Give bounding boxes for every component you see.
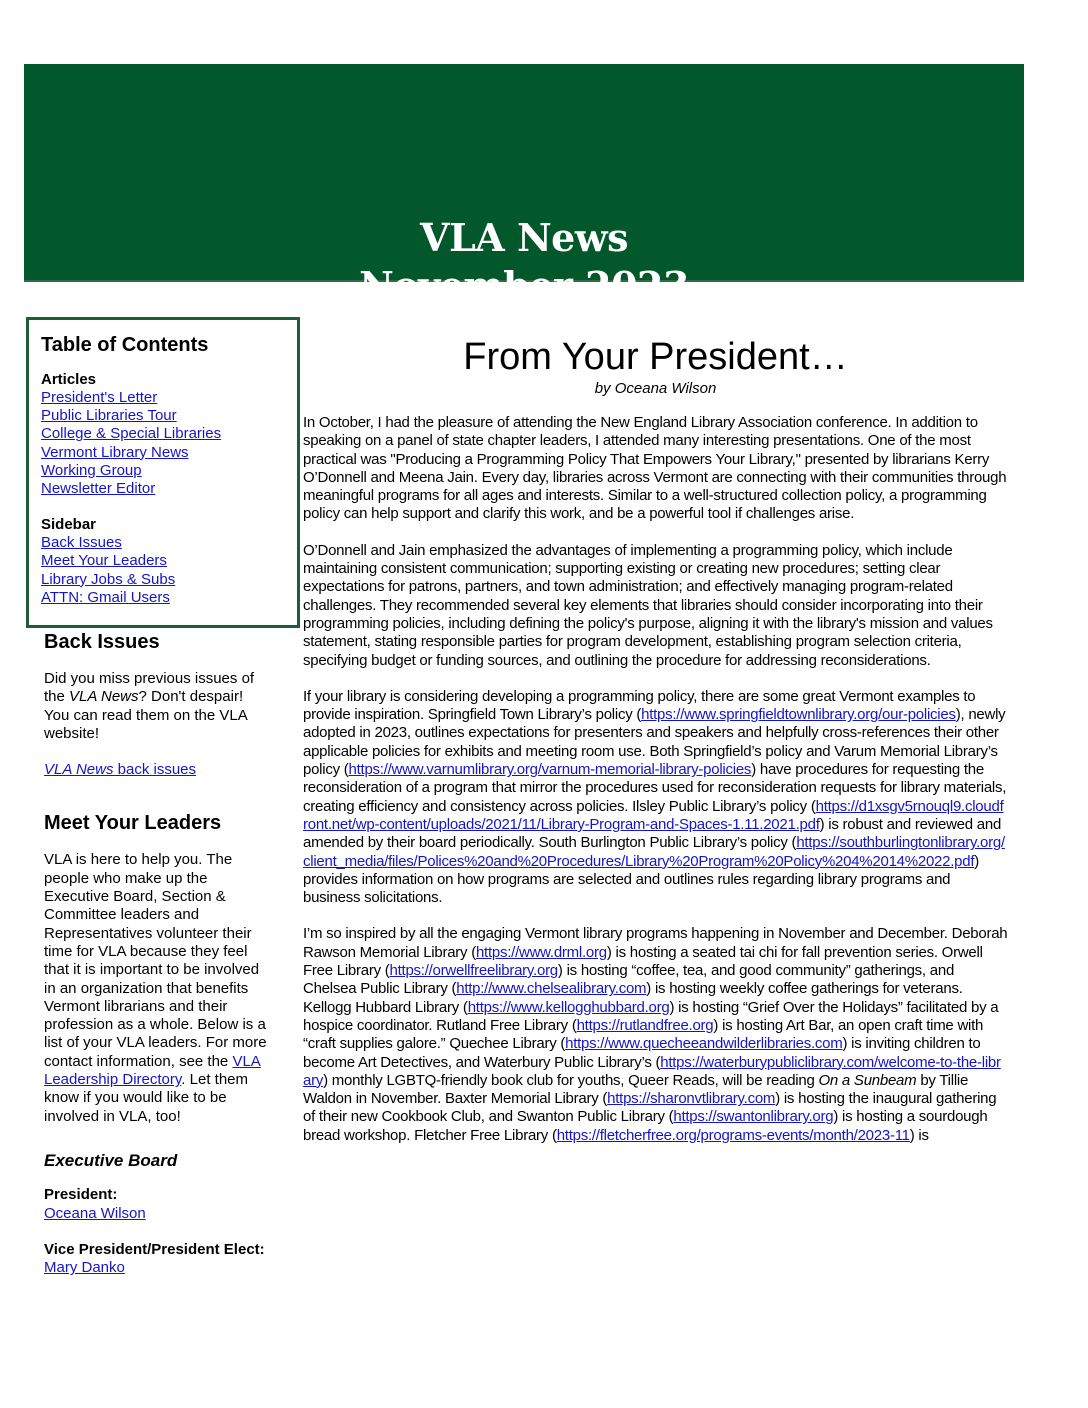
- leader-entry: [44, 1186, 272, 1223]
- leadership-directory-link[interactable]: VLA Leadership Directory: [44, 1052, 261, 1089]
- toc-link-vermont-library-news[interactable]: Vermont Library News: [41, 443, 189, 461]
- toc-link-presidents-letter[interactable]: President's Letter: [41, 389, 158, 406]
- article-title: From Your President…: [463, 336, 848, 378]
- toc-link-public-libraries-tour[interactable]: Public Libraries Tour: [41, 407, 177, 425]
- quechee-link[interactable]: https://www.quecheeandwilderlibraries.com: [565, 1035, 843, 1053]
- back-issues-link[interactable]: VLA News back issues: [44, 761, 197, 779]
- kellogg-hubbard-link[interactable]: https://www.kellogghubbard.org: [467, 998, 670, 1016]
- masthead-banner: [24, 64, 1024, 308]
- ilsley-policy-link[interactable]: https://d1xsgv5rnouql9.cloudfront.net/wp-content/uploads/2021/11/Library-Program-and-Spaces-1.11.2021.pdf: [303, 797, 1004, 833]
- toc-title: Table of Contents: [41, 334, 209, 356]
- toc-link-attn-gmail-users[interactable]: ATTN: Gmail Users: [41, 588, 170, 606]
- article-paragraph: O’Donnell and Jain emphasized the advantages of implementing a programming policy, which include maintaining consistent communication; supporting existing or creating new procedures; setting clear expectations for patrons, partners, and town administration; and effectively managing program-related challenges. They recommended several key elements that libraries should consider incorporating into their programming policies, including defining the policy's purpose, aligning it with the library's mission and values statement, stating responsible parties for program development, establishing program selection criteria, specifying budget or funding sources, and outlining the procedure for addressing reconsiderations.: [303, 541, 993, 669]
- toc-link-college-special-libraries[interactable]: College & Special Libraries: [41, 425, 222, 443]
- baxter-link[interactable]: https://sharonvtlibrary.com: [607, 1090, 776, 1108]
- article-paragraph: I’m so inspired by all the engaging Vermont library programs happening in November and December. Deborah Rawson Memorial Library (https://www.drml.org) is hosting a seated tai chi for fall prevention series. Orwell Free Library (https://orwellfreelibrary.org) is hosting “coffee, tea, and good community” gatherings, and Chelsea Public Library (http://www.chelsealibrary.com) is hosting weekly coffee gatherings for veterans. Kellogg Hubbard Library (https://www.kellogghubbard.org) is hosting “Grief Over the Holidays” facilitated by a hospice coordinator. Rutland Free Library (https://rutlandfree.org) is hosting Art Bar, an open craft time with “craft supplies galore.” Quechee Library (https://www.quecheeandwilderlibraries.com) is inviting children to become Art Detectives, and Waterbury Public Library’s (https://waterburypubliclibrary.com/welcome-to-the-library) monthly LGBTQ-friendly book club for youths, Queer Reads, will be reading On a Sunbeam by Tillie Waldon in November. Baxter Memorial Library (https://sharonvtlibrary.com) is hosting the inaugural gathering of their new Cookbook Club, and Swanton Public Library (https://swantonlibrary.org) is hosting a sourdough bread workshop. Fletcher Free Library (https://fletcherfree.org/programs-events/month/2023-11) is: [303, 925, 1008, 1144]
- swanton-link[interactable]: https://swantonlibrary.org: [673, 1108, 834, 1126]
- toc-link-library-jobs-subs[interactable]: Library Jobs & Subs: [41, 570, 176, 588]
- table-of-contents: [26, 317, 300, 628]
- leader-role: Vice President/President Elect:: [44, 1240, 265, 1258]
- executive-board-heading: Executive Board: [44, 1150, 178, 1170]
- drml-link[interactable]: https://www.drml.org: [475, 943, 607, 961]
- article-byline: by Oceana Wilson: [594, 380, 717, 397]
- sidebar: [44, 630, 272, 1295]
- leader-name-link[interactable]: Mary Danko: [44, 1259, 125, 1277]
- toc-link-back-issues[interactable]: Back Issues: [41, 534, 122, 552]
- article-paragraph: If your library is considering developing a programming policy, there are some great Vermont examples to provide inspiration. Springfield Town Library’s policy (https://www.springfieldtownlibrary.org/our-policies), newly adopted in 2023, outlines expectations for presenters and speakers and helpfully cross-references their other applicable policies for exhibits and meeting room use. Both Springfield’s policy and Varum Memorial Library’s policy (https://www.varnumlibrary.org/varnum-memorial-library-policies) have procedures for requesting the reconsideration of a program that mirror the procedures used for reconsideration requests for library materials, creating efficiency and consistency across policies. Ilsley Public Library’s policy (https://d1xsgv5rnouql9.cloudfront.net/wp-content/uploads/2021/11/Library-Program-and-Spaces-1.11.2021.pdf) is robust and reviewed and amended by their board periodically. South Burlington Public Library’s policy (https://southburlingtonlibrary.org/client_media/files/Polices%20and%20Procedures/Library%20Program%20Policy%204%2014%2022.pdf) provides information on how programs are selected and outlines rules regarding library programs and business solicitations.: [303, 687, 1007, 907]
- toc-link-working-group[interactable]: Working Group: [41, 461, 142, 479]
- springfield-policy-link[interactable]: https://www.springfieldtownlibrary.org/our-policies: [641, 706, 956, 724]
- leader-name-link[interactable]: Oceana Wilson: [44, 1204, 146, 1222]
- varnum-policy-link[interactable]: https://www.varnumlibrary.org/varnum-memorial-library-policies: [348, 761, 752, 779]
- waterbury-link[interactable]: https://waterburypubliclibrary.com/welcome-to-the-library: [303, 1053, 1001, 1089]
- back-issues-heading: Back Issues: [44, 631, 160, 653]
- toc-link-newsletter-editor[interactable]: Newsletter Editor: [41, 480, 156, 498]
- issue-date: November 2023: [359, 263, 689, 308]
- toc-articles-label: Articles: [41, 371, 97, 388]
- chelsea-link[interactable]: http://www.chelsealibrary.com: [456, 980, 647, 998]
- masthead-title: [24, 214, 1024, 310]
- toc-sidebar-label: Sidebar: [41, 516, 97, 534]
- meet-leaders-text: VLA is here to help you. The people who make up the Executive Board, Section & Committee leaders and Representatives volunteer their time for VLA because they feel that it is important to be involved in an organization that benefits Vermont librarians and their profession as a whole. Below is a list of your VLA leaders. For more contact information, see the VLA Leadership Directory. Let them know if you would like to be involved in VLA, too!: [44, 851, 267, 1125]
- leader-role: President:: [44, 1186, 118, 1204]
- meet-leaders-heading: Meet Your Leaders: [44, 812, 222, 835]
- article-paragraph: In October, I had the pleasure of attending the New England Library Association conference. In addition to speaking on a panel of state chapter leaders, I attended many interesting presentations. One of the most practical was "Producing a Programming Policy That Empowers Your Library," presented by librarians Kerry O’Donnell and Meena Jain. Every day, libraries across Vermont are connecting with their communities through meaningful programs for all ages and interests. Similar to a well-structured collection policy, a programming policy can help support and clarify this work, and be a powerful tool if challenges arise.: [303, 414, 1007, 523]
- leader-entry: [44, 1241, 272, 1278]
- rutland-link[interactable]: https://rutlandfree.org: [576, 1016, 714, 1034]
- south-burlington-policy-link[interactable]: https://southburlingtonlibrary.org/client_media/files/Polices%20and%20Procedures/Library%20Program%20Policy%204%2014%2022.pdf: [303, 834, 1005, 870]
- presidents-letter-article: [303, 334, 1008, 1163]
- fletcher-free-link[interactable]: https://fletcherfree.org/programs-events/month/2023-11: [556, 1126, 910, 1144]
- newsletter-name: VLA News: [420, 215, 628, 260]
- orwell-link[interactable]: https://orwellfreelibrary.org: [389, 962, 558, 980]
- back-issues-text: Did you miss previous issues of the VLA News? Don't despair! You can read them on the VLA website!: [44, 670, 255, 742]
- toc-link-meet-your-leaders[interactable]: Meet Your Leaders: [41, 552, 167, 570]
